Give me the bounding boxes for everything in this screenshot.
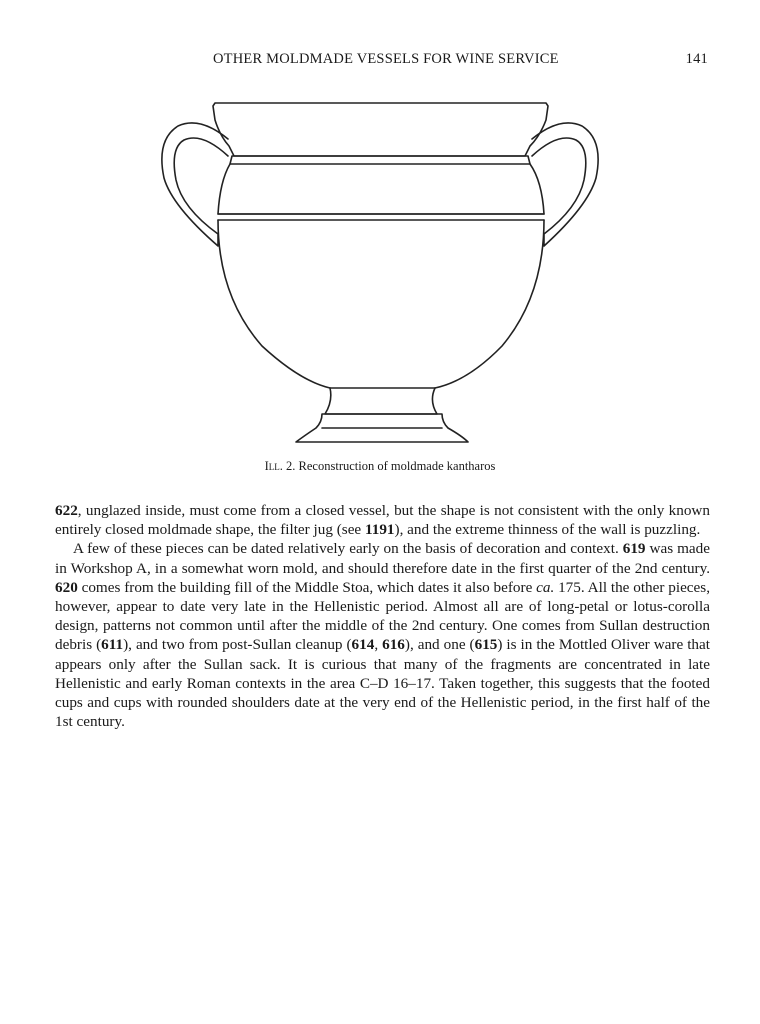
text-run: ), and the extreme thinness of the wall is puzzling. — [394, 521, 701, 539]
figure-caption — [0, 459, 760, 474]
catalog-ref: 616 — [382, 636, 405, 654]
kantharos-handle-right — [532, 123, 598, 246]
caption-label: Ill. — [264, 459, 283, 473]
kantharos-neck-band — [230, 156, 530, 164]
italic-abbrev: ca. — [536, 578, 555, 596]
text-run: was made in Workshop A, in a somewhat worn mold, and should therefore date in the first quarter of the 2nd century. — [55, 540, 710, 577]
kantharos-body — [218, 220, 544, 388]
page-header — [0, 51, 760, 71]
paragraph-1 — [55, 501, 710, 539]
kantharos-shoulder — [218, 164, 544, 214]
text-run: , — [374, 636, 383, 654]
text-run: , unglazed inside, must come from a closed vessel, but the shape is not consistent with the only known entirely closed moldmade shape, the filter jug (see — [55, 502, 710, 539]
text-run: ), and two from post-Sullan cleanup ( — [123, 636, 352, 654]
kantharos-illustration — [140, 96, 620, 456]
body-text — [55, 501, 710, 731]
text-run: A few of these pieces can be dated relatively early on the basis of decoration and context. — [73, 540, 623, 558]
catalog-ref: 614 — [351, 636, 375, 654]
catalog-ref: 619 — [622, 540, 646, 558]
running-head: OTHER MOLDMADE VESSELS FOR WINE SERVICE — [213, 51, 559, 67]
kantharos-stem — [325, 388, 437, 414]
catalog-ref: 620 — [55, 578, 78, 596]
caption-text: 2. Reconstruction of moldmade kantharos — [282, 459, 496, 473]
paragraph-2 — [55, 539, 710, 731]
page-number: 141 — [685, 51, 708, 67]
catalog-ref: 1191 — [364, 521, 395, 539]
text-run: 175. All the other pieces, however, appear to date very late in the Hellenistic period. Almost all are of long-petal or lotus-corolla design, patterns not common until after the middle of the 2nd century. One comes from Sullan destruction debris ( — [55, 578, 710, 654]
kantharos-drawing — [140, 96, 620, 456]
catalog-ref: 611 — [101, 636, 124, 654]
catalog-ref: 622 — [55, 502, 78, 519]
kantharos-rim — [213, 103, 548, 156]
text-run: ), and one ( — [404, 636, 475, 654]
text-run: comes from the building fill of the Middle Stoa, which dates it also before — [77, 578, 537, 596]
catalog-ref: 615 — [474, 636, 498, 654]
text-run: ) is in the Mottled Oliver ware that appears only after the Sullan sack. It is curious that many of the fragments are concentrated in late Hellenistic and early Roman contexts in the area C–D 16–17. Taken together, this suggests that the footed cups and cups with rounded shoulders date at the very end of the Hellenistic period, in the first half of the 1st century. — [55, 636, 710, 731]
